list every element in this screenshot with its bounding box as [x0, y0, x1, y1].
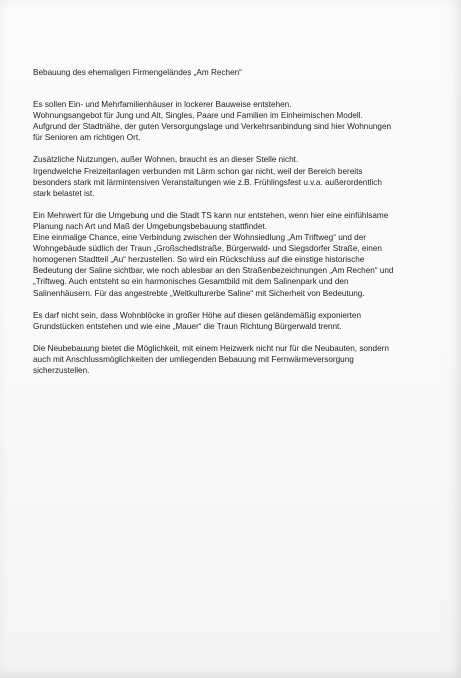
text-line: Wohngebäude südlich der Traun „Großschedlstraße, Bürgerwald- und Siegsdorfer Straße, einen — [33, 244, 382, 254]
paragraph-housing — [33, 99, 428, 143]
text-line: Es sollen Ein- und Mehrfamilienhäuser in lockerer Bauweise entstehen. — [33, 100, 292, 110]
text-line: auch mit Anschlussmöglichkeiten der umliegenden Bebauung mit Fernwärmeversorgung — [33, 354, 354, 364]
text-line: besonders stark mit lärmintensiven Veranstaltungen wie z.B. Frühlingsfest u.v.a. außerordentlich — [33, 177, 382, 187]
text-line: Grundstücken entstehen und wie eine „Mauer“ die Traun Richtung Bürgerwald trennt. — [33, 321, 342, 331]
document-title: Bebauung des ehemaligen Firmengeländes „Am Rechen“ — [33, 68, 242, 77]
text-line: für Senioren am richtigen Ort. — [33, 133, 141, 143]
paragraph-added-value — [33, 210, 428, 299]
text-line: Zusätzliche Nutzungen, außer Wohnen, braucht es an dieser Stelle nicht. — [33, 155, 299, 165]
document-body — [33, 67, 428, 387]
text-line: sicherzustellen. — [33, 365, 90, 375]
text-line: stark belastet ist. — [33, 188, 95, 198]
text-line: Ein Mehrwert für die Umgebung und die Stadt TS kann nur entstehen, wenn hier eine einfühlsame — [33, 210, 389, 220]
paragraph-building-height — [33, 310, 428, 332]
paragraph-additional-uses — [33, 154, 428, 198]
text-line: homogenen Stadtteil „Au“ herzustellen. So wird ein Rückschluss auf die einstige historische — [33, 255, 365, 265]
text-line: Irgendwelche Freizeitanlagen verbunden mit Lärm schon gar nicht, weil der Bereich bereits — [33, 166, 363, 176]
text-line: „Triftweg. Auch entsteht so ein harmonisches Gesamtbild mit dem Salinenpark und den — [33, 277, 349, 287]
text-line: Es darf nicht sein, dass Wohnblöcke in großer Höhe auf diesen geländemäßig exponierten — [33, 310, 361, 320]
text-line: Aufgrund der Stadtnähe, der guten Versorgungslage und Verkehrsanbindung sind hier Wohnungen — [33, 122, 392, 132]
paragraph-heating — [33, 343, 428, 376]
text-line: Salinenhäusern. Für das angestrebte „Weltkulturerbe Saline“ mit Sicherheit von Bedeutung. — [33, 288, 365, 298]
text-line: Die Neubebauung bietet die Möglichkeit, mit einem Heizwerk nicht nur für die Neubauten, sondern — [33, 343, 389, 353]
text-line: Wohnungsangebot für Jung und Alt, Singles, Paare und Familien im Einheimischen Modell. — [33, 111, 363, 121]
text-line: Bedeutung der Saline sichtbar, wie noch ablesbar an den Straßenbezeichnungen „Am Rechen“ und — [33, 266, 394, 276]
text-line: Planung nach Art und Maß der Umgebungsbebauung stattfindet. — [33, 221, 267, 231]
text-line: Eine einmalige Chance, eine Verbindung zwischen der Wohnsiedlung „Am Triftweg“ und der — [33, 233, 366, 243]
